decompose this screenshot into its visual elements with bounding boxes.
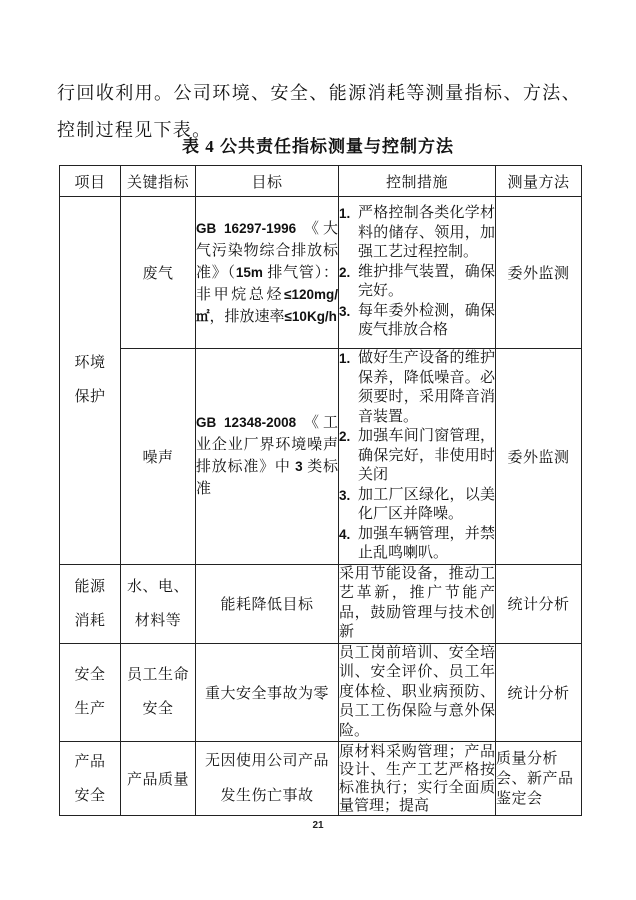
- measure-item: [339, 263, 495, 302]
- measure-item: [339, 486, 495, 525]
- measure-item: [339, 204, 495, 263]
- project-line: 产品: [74, 753, 106, 770]
- measure-text: 做好生产设备的维护保养，降低噪音。必须要时，采用降音消音装置。: [358, 350, 495, 425]
- measure-text: 员工岗前培训、安全培训、安全评价、员工年度体检、职业病预防、员工工伤保险与意外保险。: [339, 644, 495, 739]
- header-cell-control-measures: 控制措施: [339, 166, 496, 197]
- measure-number: 2.: [339, 429, 351, 444]
- measure-number: 2.: [339, 264, 351, 280]
- target-code-segment: GB 16297-1996: [196, 220, 304, 236]
- header-cell-key-indicator: 关键指标: [121, 166, 196, 197]
- cell-target-safety: 重大安全事故为零: [196, 643, 339, 742]
- body-paragraph: 行回收利用。公司环境、安全、能源消耗等测量指标、方法、控制过程见下表。: [57, 83, 581, 140]
- cell-indicator-safety: [121, 643, 196, 742]
- cell-target-waste-gas: [196, 197, 339, 349]
- measure-text: 加强车辆管理，并禁止乱鸣喇叭。: [358, 525, 495, 561]
- indicator-line: 水、电、: [126, 578, 189, 595]
- cell-measures-noise: [339, 349, 496, 565]
- cell-method-safety: 统计分析: [496, 643, 582, 742]
- cell-indicator-energy: [121, 564, 196, 643]
- project-line: 环境: [74, 355, 106, 372]
- target-line: 无因使用公司产品: [204, 752, 329, 769]
- page-number: 21: [312, 820, 324, 831]
- cell-project-safety: [60, 643, 121, 742]
- target-code-segment: GB 12348-2008: [196, 415, 304, 431]
- measure-text: 采用节能设备，推动工艺革新，推广节能产品，鼓励管理与技术创新: [339, 565, 495, 640]
- cell-method-product: 质量分析会、新产品鉴定会: [496, 742, 582, 816]
- measure-text: 原材料采购管理；产品设计、生产工艺严格按标准执行；实行全面质量管理；提高: [339, 744, 495, 814]
- cell-indicator-noise: 噪声: [121, 349, 196, 565]
- cell-target-product: [196, 742, 339, 816]
- measure-text: 每年委外检测，确保废气排放合格: [358, 302, 495, 339]
- cell-target-noise: [196, 349, 339, 565]
- cell-indicator-waste-gas: 废气: [121, 197, 196, 349]
- table-row-noise: [60, 349, 582, 565]
- measure-number: 3.: [339, 303, 351, 319]
- table-row-waste-gas: [60, 197, 582, 349]
- cell-target-energy: 能耗降低目标: [196, 564, 339, 643]
- target-text-segment: 排气管）：非甲烷总烃: [196, 264, 338, 303]
- responsibility-table: [59, 165, 582, 816]
- target-code-segment: 3: [295, 459, 308, 475]
- measure-number: 1.: [339, 206, 351, 222]
- indicator-line: 员工生命: [126, 667, 189, 684]
- table-caption: 表 4 公共责任指标测量与控制方法: [182, 137, 454, 156]
- measure-number: 4.: [339, 526, 351, 542]
- project-line: 生产: [74, 701, 106, 718]
- measure-number: 1.: [339, 351, 351, 366]
- project-line: 安全: [74, 787, 106, 804]
- indicator-line: 材料等: [134, 612, 182, 629]
- target-code-segment: 15m: [235, 264, 268, 280]
- cell-measures-product: [339, 742, 496, 816]
- project-line: 安全: [74, 667, 106, 684]
- header-cell-project: 项目: [60, 166, 121, 197]
- target-line: 发生伤亡事故: [220, 787, 314, 804]
- measure-text: 加强车间门窗管理，确保完好，非使用时关闭: [358, 428, 495, 483]
- table-row-safety: [60, 643, 582, 742]
- target-text-segment: 《工业企业厂界环境噪声排放标准》中: [196, 415, 338, 476]
- cell-measures-waste-gas: [339, 197, 496, 349]
- cell-project-environment: [60, 197, 121, 565]
- target-text-segment: 类标准: [196, 459, 338, 498]
- measure-number: 3.: [339, 487, 351, 503]
- measure-text: 加工厂区绿化，以美化厂区并降噪。: [358, 486, 495, 522]
- cell-method-waste-gas: 委外监测: [496, 197, 582, 349]
- table-header-row: [60, 166, 582, 197]
- target-text-segment: 《大气污染物综合排放标准》（: [196, 220, 338, 281]
- measure-item: [339, 427, 495, 486]
- cell-measures-safety: [339, 643, 496, 742]
- cell-project-product: [60, 742, 121, 816]
- measure-text: 维护排气装置，确保完好。: [358, 263, 495, 300]
- target-text-segment: ，排放速率: [209, 308, 285, 325]
- measure-item: [339, 525, 495, 564]
- indicator-line: 安全: [142, 701, 174, 718]
- header-cell-measure-method: 测量方法: [496, 166, 582, 197]
- measure-item: [339, 349, 495, 427]
- target-code-segment: ≤10Kg/h: [284, 308, 337, 324]
- measure-item: [339, 302, 495, 341]
- project-line: 消耗: [74, 612, 106, 629]
- cell-measures-energy: [339, 564, 496, 643]
- cell-method-energy: 统计分析: [496, 564, 582, 643]
- target-code-segment: ≤120mg/㎡: [196, 286, 338, 324]
- project-line: 能源: [74, 578, 106, 595]
- cell-indicator-product: 产品质量: [121, 742, 196, 816]
- table-row-energy: [60, 564, 582, 643]
- cell-method-noise: 委外监测: [496, 349, 582, 565]
- measure-text: 严格控制各类化学材料的储存、领用，加强工艺过程控制。: [358, 205, 495, 261]
- project-line: 保护: [74, 389, 106, 406]
- header-cell-target: 目标: [196, 166, 339, 197]
- table-row-product: [60, 742, 582, 816]
- cell-project-energy: [60, 564, 121, 643]
